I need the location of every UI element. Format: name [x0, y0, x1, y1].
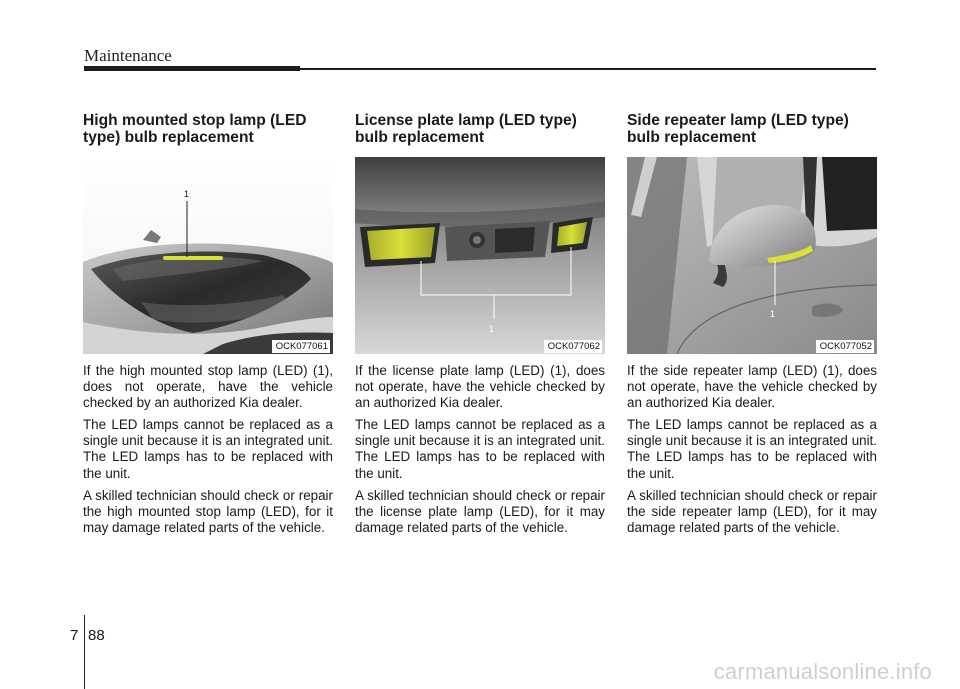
callout-1-label: 1: [770, 309, 776, 319]
illustration-side-mirror: [627, 157, 877, 354]
chapter-number: 7: [70, 627, 79, 644]
watermark: carmanualsonline.info: [713, 659, 932, 684]
illustration-rear-window: [83, 157, 333, 354]
figure-license-plate-lamp: [355, 157, 605, 354]
section-title: Maintenance: [84, 46, 172, 65]
page-number: 88: [88, 627, 105, 644]
body-text-side-repeater-lamp: [627, 363, 877, 536]
figure-code: OCK077062: [544, 340, 602, 353]
illustration-license-plate-area: [355, 157, 605, 354]
paragraph: If the side repeater lamp (LED) (1), does not operate, have the vehicle checked by an authorized Kia dealer.: [627, 363, 877, 411]
body-text-license-plate-lamp: [355, 363, 605, 536]
heading-side-repeater-lamp: Side repeater lamp (LED type) bulb replacement: [627, 112, 849, 146]
paragraph: If the license plate lamp (LED) (1), does not operate, have the vehicle checked by an authorized Kia dealer.: [355, 363, 605, 411]
footer-divider: [84, 615, 85, 689]
paragraph: The LED lamps cannot be replaced as a single unit because it is an integrated unit. The LED lamps has to be replaced with the unit.: [83, 417, 333, 481]
figure-code: OCK077061: [272, 340, 330, 353]
paragraph: A skilled technician should check or repair the license plate lamp (LED), for it may damage related parts of the vehicle.: [355, 487, 605, 535]
figure-side-repeater-lamp: [627, 157, 877, 354]
column-license-plate-lamp: [355, 112, 605, 542]
heading-license-plate-lamp: License plate lamp (LED type) bulb replacement: [355, 112, 577, 146]
column-side-repeater-lamp: [627, 112, 877, 542]
paragraph: A skilled technician should check or repair the side repeater lamp (LED), for it may damage related parts of the vehicle.: [627, 487, 877, 535]
paragraph: A skilled technician should check or repair the high mounted stop lamp (LED), for it may damage related parts of the vehicle.: [83, 487, 333, 535]
callout-1-label: 1: [184, 189, 190, 199]
header-rule-thick: [84, 66, 300, 71]
figure-high-mounted-stop-lamp: [83, 157, 333, 354]
heading-high-mounted-stop-lamp: High mounted stop lamp (LED type) bulb replacement: [83, 112, 307, 146]
paragraph: If the high mounted stop lamp (LED) (1), does not operate, have the vehicle checked by an authorized Kia dealer.: [83, 363, 333, 411]
paragraph: The LED lamps cannot be replaced as a single unit because it is an integrated unit. The LED lamps has to be replaced with the unit.: [627, 417, 877, 481]
paragraph: The LED lamps cannot be replaced as a single unit because it is an integrated unit. The LED lamps has to be replaced with the unit.: [355, 417, 605, 481]
header-rule-thin: [300, 68, 876, 70]
body-text-high-mounted-stop-lamp: [83, 363, 333, 536]
column-high-mounted-stop-lamp: [83, 112, 333, 542]
callout-1-label: 1: [489, 324, 495, 334]
figure-code: OCK077052: [816, 340, 874, 353]
